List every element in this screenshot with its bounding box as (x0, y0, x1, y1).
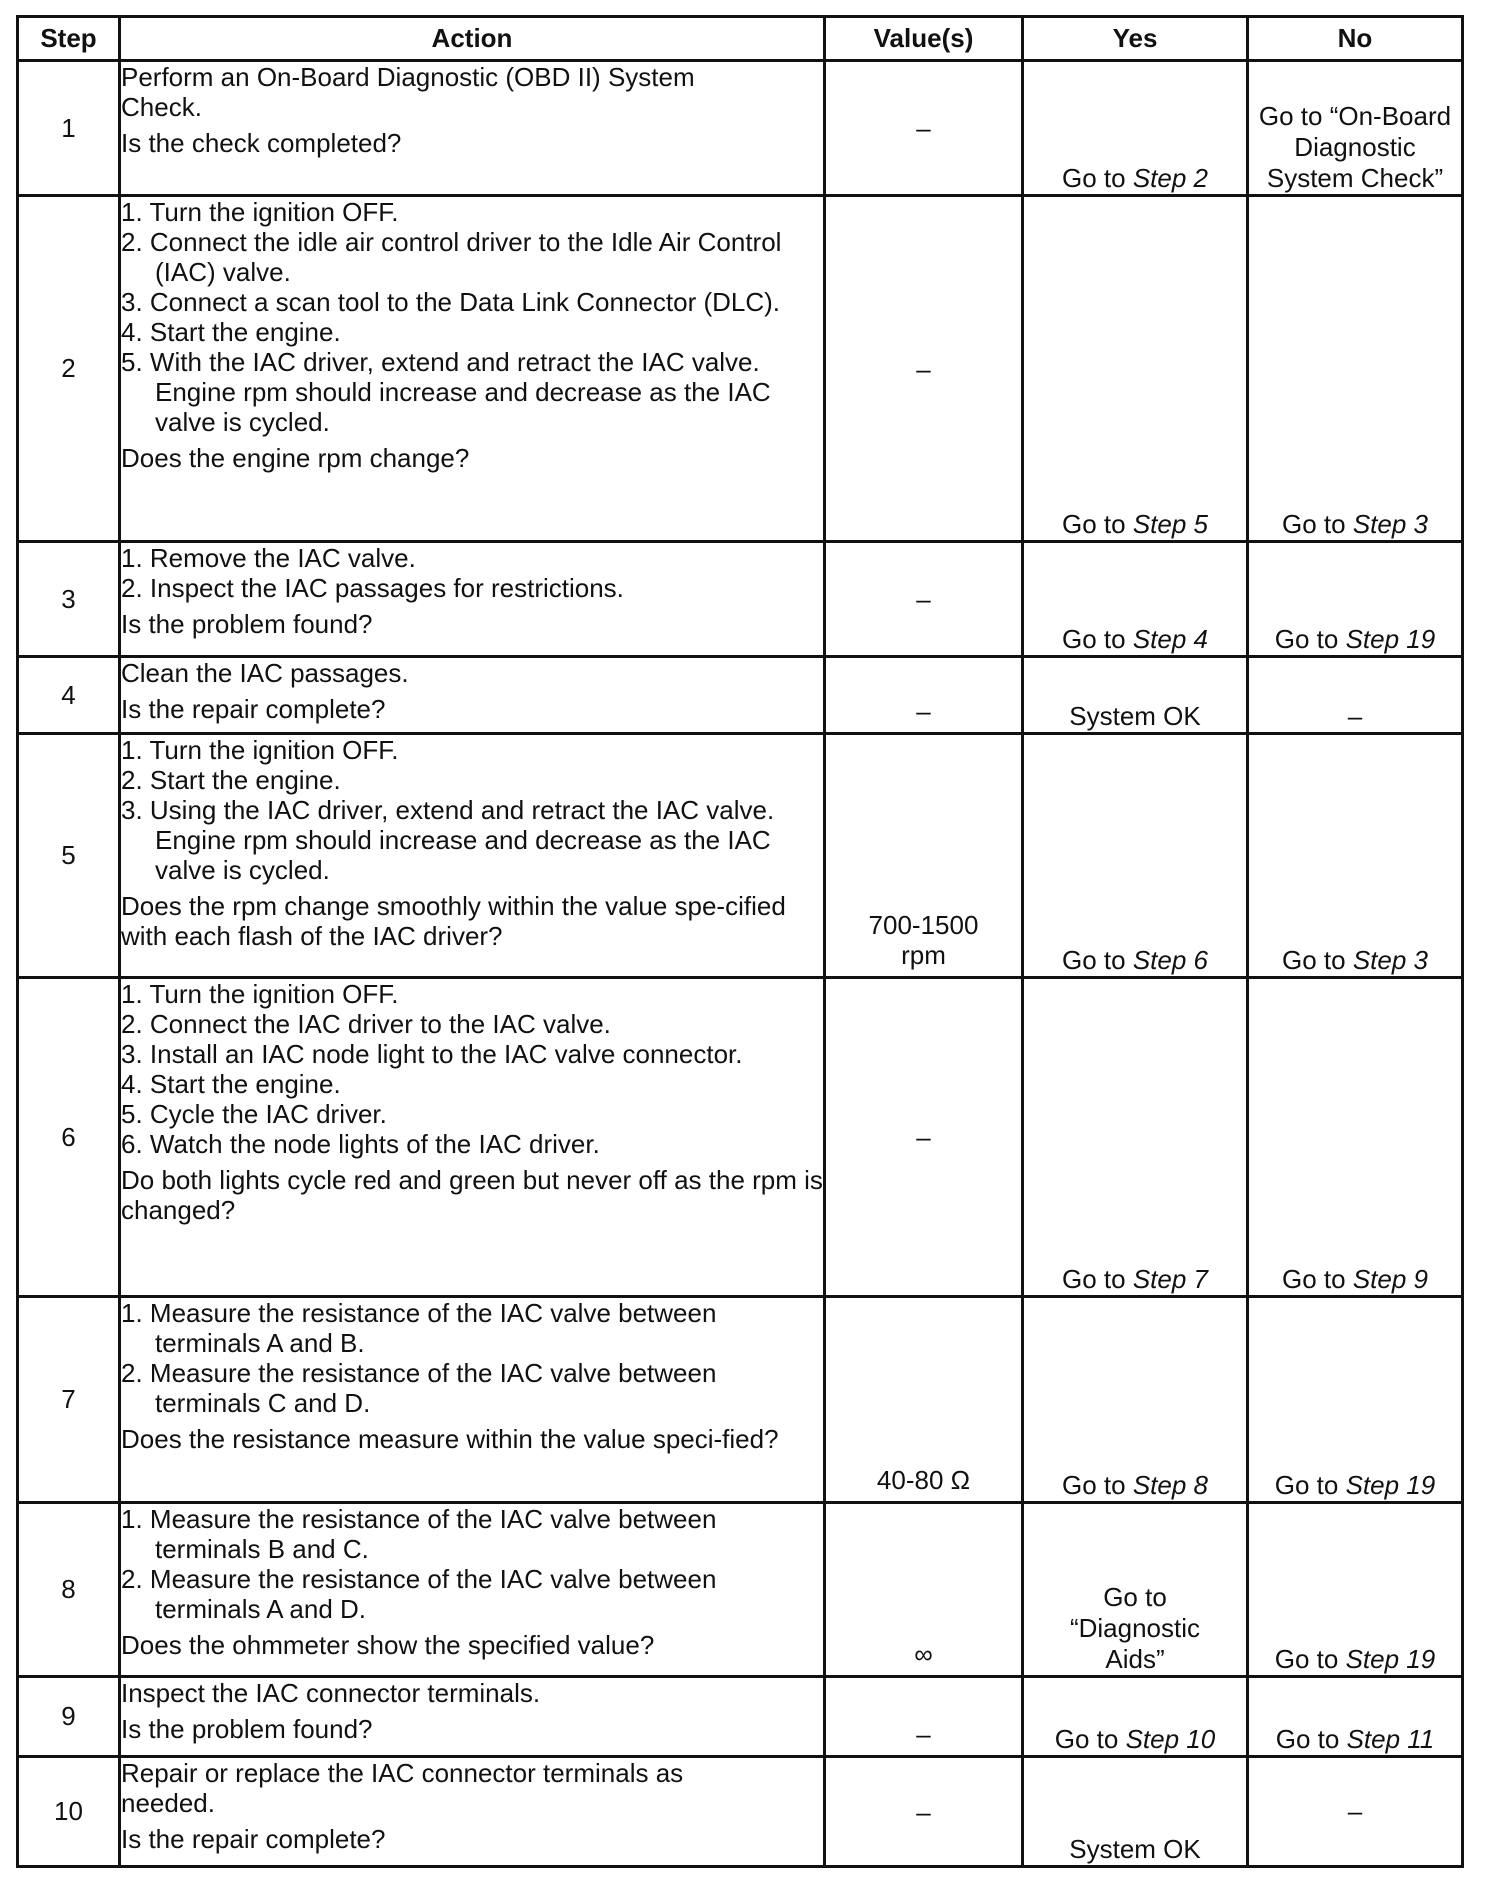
no-cell: Go to “On-Board Diagnostic System Check” (1248, 61, 1463, 196)
action-item: 1. Measure the resistance of the IAC valve between terminals A and B. (121, 1298, 717, 1358)
action-cell (120, 1503, 825, 1677)
action-cell (120, 61, 825, 196)
action-cell (120, 1677, 825, 1757)
value-cell: – (825, 542, 1023, 657)
action-text: Perform an On-Board Diagnostic (OBD II) System (121, 62, 695, 92)
action-item: 4. Start the engine. (121, 317, 341, 347)
no-cell: Go to Step 3 (1248, 196, 1463, 542)
header-step: Step (18, 17, 120, 61)
header-values: Value(s) (825, 17, 1023, 61)
no-cell: – (1248, 657, 1463, 734)
value-cell: – (825, 196, 1023, 542)
action-text: Repair or replace the IAC connector terminals as (121, 1758, 684, 1788)
yes-cell: Go to Step 4 (1023, 542, 1248, 657)
table-row (18, 657, 1463, 734)
action-item: 2. Connect the idle air control driver to the Idle Air Control (IAC) valve. (121, 227, 782, 287)
action-question: Is the repair complete? (121, 1824, 386, 1854)
value-cell: 700-1500 rpm (825, 734, 1023, 978)
action-question: Do both lights cycle red and green but never off as the rpm is changed? (121, 1165, 823, 1225)
action-text: Check. (121, 92, 202, 122)
action-item: 2. Measure the resistance of the IAC valve between terminals A and D. (121, 1564, 717, 1624)
value-cell: – (825, 1677, 1023, 1757)
action-item: 2. Inspect the IAC passages for restrictions. (121, 573, 624, 603)
yes-cell: Go to Step 2 (1023, 61, 1248, 196)
no-cell: Go to Step 19 (1248, 1297, 1463, 1503)
step-number: 9 (18, 1677, 120, 1757)
action-item: 2. Connect the IAC driver to the IAC valve. (121, 1009, 611, 1039)
yes-cell: Go to Step 5 (1023, 196, 1248, 542)
value-cell: – (825, 978, 1023, 1297)
action-question: Is the problem found? (121, 1714, 373, 1744)
action-item: 3. Connect a scan tool to the Data Link Connector (DLC). (121, 287, 781, 317)
value-cell: – (825, 61, 1023, 196)
action-item: 5. With the IAC driver, extend and retract the IAC valve. Engine rpm should increase and decrease as the IAC valve is cycled. (121, 347, 771, 437)
action-text: needed. (121, 1788, 215, 1818)
action-cell (120, 196, 825, 542)
table-row (18, 734, 1463, 978)
yes-cell: System OK (1023, 1757, 1248, 1867)
table-row (18, 196, 1463, 542)
action-question: Is the check completed? (121, 128, 402, 158)
value-cell: – (825, 657, 1023, 734)
action-cell (120, 542, 825, 657)
header-no: No (1248, 17, 1463, 61)
action-item: 1. Remove the IAC valve. (121, 543, 416, 573)
action-question: Is the problem found? (121, 609, 373, 639)
no-cell: Go to Step 19 (1248, 1503, 1463, 1677)
step-number: 2 (18, 196, 120, 542)
header-row (18, 17, 1463, 61)
no-cell: Go to Step 19 (1248, 542, 1463, 657)
value-cell: 40-80 Ω (825, 1297, 1023, 1503)
header-action: Action (120, 17, 825, 61)
action-item: 5. Cycle the IAC driver. (121, 1099, 387, 1129)
value-cell: ∞ (825, 1503, 1023, 1677)
action-cell (120, 657, 825, 734)
table-row (18, 1297, 1463, 1503)
action-question: Does the engine rpm change? (121, 443, 470, 473)
no-cell: Go to Step 3 (1248, 734, 1463, 978)
step-number: 10 (18, 1757, 120, 1867)
yes-cell: Go to Step 6 (1023, 734, 1248, 978)
yes-cell: System OK (1023, 657, 1248, 734)
action-cell (120, 978, 825, 1297)
action-item: 6. Watch the node lights of the IAC driver. (121, 1129, 600, 1159)
action-item: 1. Turn the ignition OFF. (121, 735, 399, 765)
yes-cell: Go to “Diagnostic Aids” (1023, 1503, 1248, 1677)
table-row (18, 1503, 1463, 1677)
table-row (18, 542, 1463, 657)
step-number: 7 (18, 1297, 120, 1503)
step-number: 4 (18, 657, 120, 734)
table-row (18, 1757, 1463, 1867)
action-text: Inspect the IAC connector terminals. (121, 1678, 541, 1708)
yes-cell: Go to Step 7 (1023, 978, 1248, 1297)
value-cell: – (825, 1757, 1023, 1867)
action-text: Clean the IAC passages. (121, 658, 409, 688)
no-cell: – (1248, 1757, 1463, 1867)
yes-cell: Go to Step 8 (1023, 1297, 1248, 1503)
yes-cell: Go to Step 10 (1023, 1677, 1248, 1757)
action-cell (120, 734, 825, 978)
action-question: Does the resistance measure within the value speci-fied? (121, 1424, 779, 1454)
step-number: 3 (18, 542, 120, 657)
action-item: 1. Measure the resistance of the IAC valve between terminals B and C. (121, 1504, 717, 1564)
step-number: 1 (18, 61, 120, 196)
table-row (18, 61, 1463, 196)
diagnostic-table (16, 15, 1464, 1868)
action-question: Is the repair complete? (121, 694, 386, 724)
no-cell: Go to Step 11 (1248, 1677, 1463, 1757)
action-cell (120, 1297, 825, 1503)
step-number: 8 (18, 1503, 120, 1677)
action-item: 3. Using the IAC driver, extend and retract the IAC valve. Engine rpm should increase and decrease as the IAC valve is cycled. (121, 795, 775, 885)
header-yes: Yes (1023, 17, 1248, 61)
action-item: 1. Turn the ignition OFF. (121, 979, 399, 1009)
action-item: 2. Measure the resistance of the IAC valve between terminals C and D. (121, 1358, 717, 1418)
action-item: 4. Start the engine. (121, 1069, 341, 1099)
step-number: 5 (18, 734, 120, 978)
action-item: 3. Install an IAC node light to the IAC valve connector. (121, 1039, 743, 1069)
table-row (18, 1677, 1463, 1757)
action-item: 2. Start the engine. (121, 765, 341, 795)
action-question: Does the rpm change smoothly within the value spe-cified with each flash of the IAC driver? (121, 891, 786, 951)
action-item: 1. Turn the ignition OFF. (121, 197, 399, 227)
action-cell (120, 1757, 825, 1867)
table-row (18, 978, 1463, 1297)
no-cell: Go to Step 9 (1248, 978, 1463, 1297)
step-number: 6 (18, 978, 120, 1297)
action-question: Does the ohmmeter show the specified value? (121, 1630, 655, 1660)
